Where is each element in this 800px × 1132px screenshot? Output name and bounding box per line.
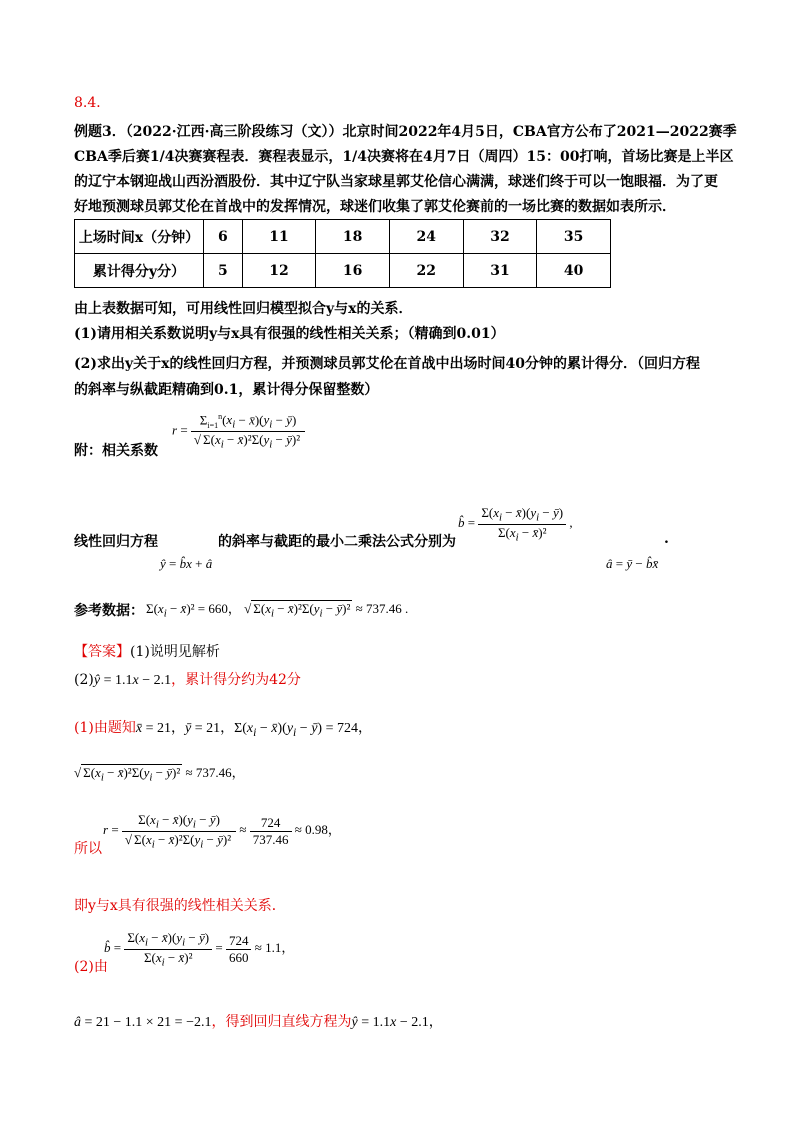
correlation-formula: r = $\frac{\Sigma_{i=1}^n(x_i - x̄)(y_i - ȳ)}{√ \Sigma(x_i - x̄)^2\Sigma(y_i - ȳ)^2}$: [172, 412, 305, 451]
answer-equation: ŷ = 1.1x − 2.1: [93, 673, 172, 688]
table-cell: 22: [389, 254, 463, 288]
table-cell: 31: [463, 254, 537, 288]
section-number: 8.4．: [74, 95, 111, 111]
solution-slope-formula: b̂ = $\frac{\Sigma(x_i - x̄)(y_i - ȳ)}{\Sigma(x_i - x̄)^2}$ = $\frac{724}{660}$ ≈ 1.1，: [104, 930, 295, 969]
regression-mid-text: 的斜率与截距的最小二乘法公式分别为: [218, 534, 456, 550]
table-cell: 12: [242, 254, 316, 288]
table-row: [75, 254, 611, 288]
table-cell: 24: [389, 220, 463, 254]
answer-part-1: (1)说明见解析: [130, 644, 220, 660]
table-cell: 35: [537, 220, 611, 254]
table-cell: 18: [316, 220, 390, 254]
intercept-formula: â = ȳ − b̂x̄: [606, 556, 659, 571]
problem-label: 例题3．: [74, 124, 126, 140]
question-1: (1)请用相关系数说明y与x具有很强的线性相关关系；（精确到0.01）: [74, 326, 505, 342]
solution-intercept: â = 21 − 1.1 × 21 = −2.1: [74, 1015, 212, 1030]
data-table: [74, 219, 611, 288]
problem-source: （2022·江西·高三阶段练习（文））: [125, 124, 343, 140]
slope-formula: b̂ = $\frac{\Sigma(x_i - x̄)(y_i - ȳ)}{\Sigma(x_i - x̄)^2}$ ,: [458, 505, 573, 544]
table-cell: 6: [204, 220, 243, 254]
solution-sqrt-line: √ $\Sigma(x_i$ − $x̄)^2\Sigma(y_i$ − ȳ)² ≈ 737.46，: [74, 765, 245, 784]
solution-final-text: ，得到回归直线方程为: [211, 1014, 352, 1030]
table-cell: 32: [463, 220, 537, 254]
table-cell: 40: [537, 254, 611, 288]
regression-equation: ŷ = b̂x + â: [160, 556, 213, 571]
answer-part-2-suffix: ，累计得分约为42分: [171, 672, 301, 688]
after-table-text: 由上表数据可知，可用线性回归模型拟合y与x的关系．: [74, 301, 413, 317]
regression-label: 线性回归方程: [74, 534, 158, 550]
problem-line-1: [74, 122, 737, 142]
question-2-line-2: 的斜率与纵截距精确到0.1，累计得分保留整数）: [74, 382, 379, 398]
solution-final-line: [74, 1012, 443, 1033]
solution-r-line: [74, 838, 102, 858]
answer-line-2: [74, 670, 301, 691]
table-cell: 11: [242, 220, 316, 254]
solution-1-means: x̄ = 21，ȳ = 21，$\Sigma(x_i$ − $x̄)(y_i$ − ȳ) = 724，: [135, 721, 372, 739]
solution-final-equation: ŷ = 1.1x − 2.1，: [351, 1015, 443, 1030]
appendix-label: 附：相关系数: [74, 443, 158, 459]
answer-tag: 【答案】: [74, 644, 130, 660]
question-2-line-1: (2)求出y关于x的线性回归方程，并预测球员郭艾伦在首战中出场时间40分钟的累计得分．（回归方程: [74, 356, 700, 372]
problem-line-2: CBA季后赛1/4决赛赛程表．赛程表显示，1/4决赛将在4月7日（周四）15：00打响，首场比赛是上半区: [74, 149, 734, 165]
reference-formula: $\Sigma(x_i$ − x̄)² = 660， √ $\Sigma(x_i$ − $x̄)^2\Sigma(y_i$ − ȳ)² ≈ 737.46 .: [146, 601, 409, 620]
solution-1-prefix: (1)由题知: [74, 720, 136, 736]
table-row-label: 累计得分y分）: [75, 254, 204, 288]
table-cell: 5: [204, 254, 243, 288]
problem-text-1: 北京时间2022年4月5日，CBA官方公布了2021—2022赛季: [342, 124, 737, 140]
table-row: [75, 220, 611, 254]
solution-2-prefix: (2)由: [74, 959, 108, 975]
regression-period: .: [664, 531, 669, 547]
solution-conclusion-prefix: 所以: [74, 841, 102, 857]
solution-line-1: [74, 718, 372, 743]
problem-line-4: 好地预测球员郭艾伦在首战中的发挥情况，球迷们收集了郭艾伦赛前的一场比赛的数据如表所示．: [74, 199, 676, 215]
table-row-label: 上场时间x（分钟）: [75, 220, 204, 254]
answer-part-2-prefix: (2): [74, 672, 94, 688]
solution-conclusion: 即y与x具有很强的线性相关关系．: [74, 898, 286, 914]
solution-r-formula: r = $\frac{\Sigma(x_i - x̄)(y_i - ȳ)}{√ \Sigma(x_i - x̄)^2\Sigma(y_i - ȳ)^2}$ ≈ $\frac{724}{737.46}$ ≈ 0.98，: [103, 812, 341, 851]
answer-line-1: [74, 642, 220, 662]
reference-label: 参考数据：: [74, 603, 144, 619]
table-cell: 16: [316, 254, 390, 288]
problem-line-3: 的辽宁本钢迎战山西汾酒股份．其中辽宁队当家球星郭艾伦信心满满，球迷们终于可以一饱眼福．为了更: [74, 174, 718, 190]
